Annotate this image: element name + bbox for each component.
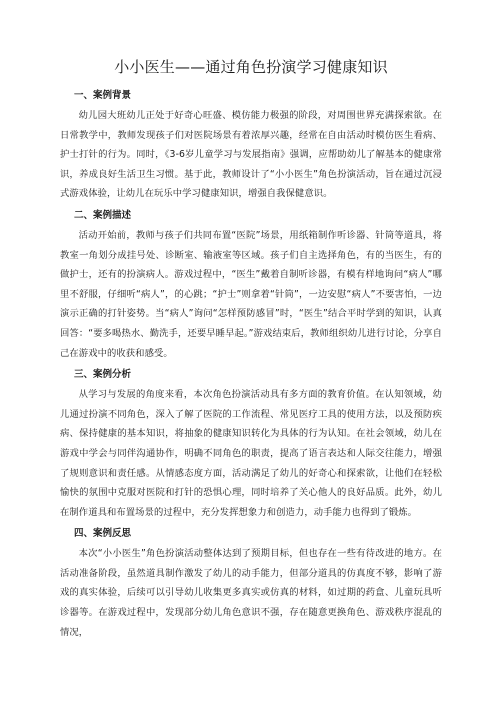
- section-paragraph: 幼儿园大班幼儿正处于好奇心旺盛、模仿能力极强的阶段，对周围世界充满探索欲。在日常教学中，教师发现孩子们对医院场景有着浓厚兴趣，经常在自由活动时模仿医生看病、护士打针的行为。同时，《3-6岁儿童学习与发展指南》强调，应帮助幼儿了解基本的健康常识，养成良好生活卫生习惯。基于此，教师设计了“小小医生”角色扮演活动，旨在通过沉浸式游戏体验，让幼儿在玩乐中学习健康知识，增强自我保健意识。: [60, 110, 442, 200]
- section-reflection: [60, 526, 442, 642]
- section-background: [60, 88, 442, 204]
- section-heading: 二、案例描述: [74, 209, 132, 221]
- section-paragraph: 本次“小小医生”角色扮演活动整体达到了预期目标，但也存在一些有待改进的地方。在活动准备阶段，虽然道具制作激发了幼儿的动手能力，但部分道具的仿真度不够，影响了游戏的真实体验，后续可以引导幼儿收集更多真实或仿真的材料，如过期的药盒、儿童玩具听诊器等。在游戏过程中，发现部分幼儿角色意识不强，存在随意更换角色、游戏秩序混乱的情况，: [60, 548, 442, 638]
- section-heading: 三、案例分析: [74, 369, 132, 381]
- section-heading: 四、案例反思: [74, 528, 132, 540]
- section-heading: 一、案例背景: [74, 90, 132, 101]
- section-analysis: [60, 367, 442, 522]
- section-paragraph: 从学习与发展的角度来看，本次角色扮演活动具有多方面的教育价值。在认知领域，幼儿通过扮演不同角色，深入了解了医院的工作流程、常见医疗工具的使用方法，以及预防疾病、保持健康的基本知识，将抽象的健康知识转化为具体的行为认知。在社会领域，幼儿在游戏中学会与同伴沟通协作，明确不同角色的职责，提高了语言表达和人际交往能力，增强了规则意识和责任感。从情感态度方面，活动满足了幼儿的好奇心和探索欲，让他们在轻松愉快的氛围中克服对医院和打针的恐惧心理，同时培养了关心他人的良好品质。此外，幼儿在制作道具和布置场景的过程中，充分发挥想象力和创造力，动手能力也得到了锻炼。: [60, 389, 442, 518]
- document-title: 小小医生——通过角色扮演学习健康知识: [114, 58, 388, 76]
- section-description: [60, 208, 442, 363]
- section-paragraph: 活动开始前，教师与孩子们共同布置“医院”场景，用纸箱制作听诊器、针筒等道具，将教室一角划分成挂号处、诊断室、输液室等区域。孩子们自主选择角色，有的当医生，有的做护士，还有的扮演病人。游戏过程中，“医生”戴着自制听诊器，有模有样地询问“病人”哪里不舒服，仔细听“病人”，的心跳；“护士”则拿着“针筒”，一边安慰“病人”不要害怕，一边演示正确的打针姿势。当“病人”询问“怎样预防感冒”时，“医生”结合平时学到的知识，认真回答：“要多喝热水、勤洗手，还要早睡早起。”游戏结束后，教师组织幼儿进行讨论，分享自己在游戏中的收获和感受。: [60, 229, 442, 359]
